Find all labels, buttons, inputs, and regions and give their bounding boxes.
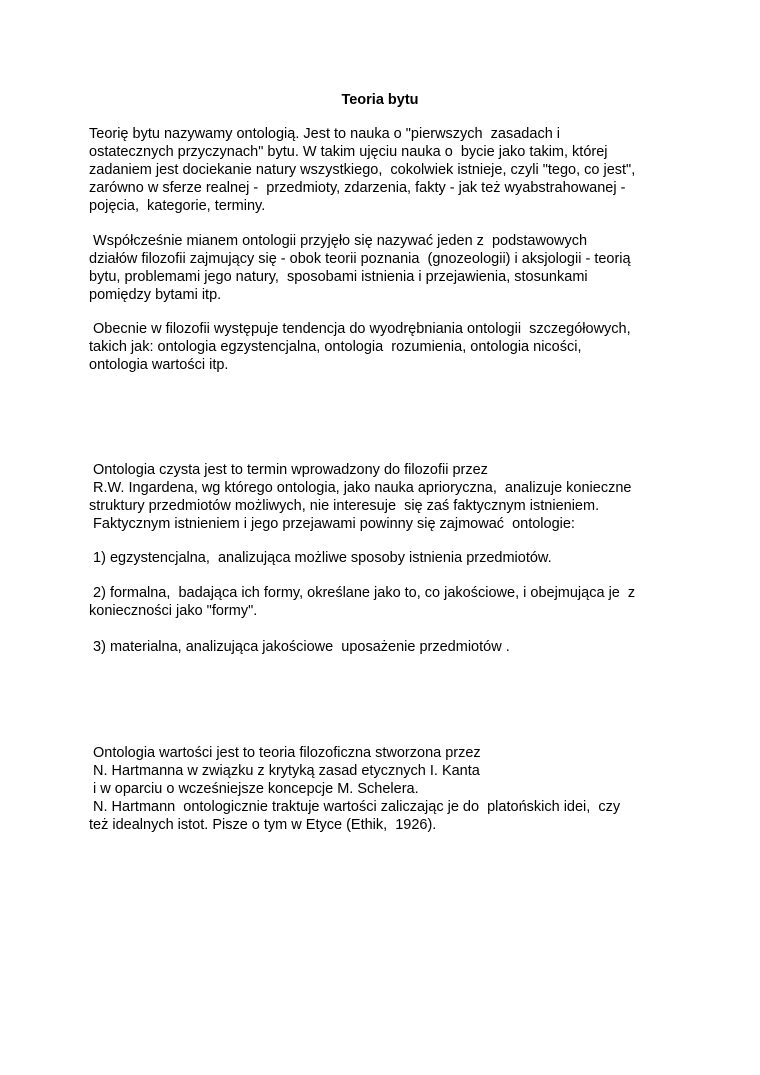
text-line: i w oparciu o wcześniejsze koncepcje M. Schelera. xyxy=(89,781,419,797)
list-item-formal xyxy=(89,584,679,620)
paragraph-ontology-of-values xyxy=(89,744,679,834)
text-line: Ontologia wartości jest to teoria filozoficzna stworzona przez xyxy=(89,745,481,761)
text-line: N. Hartmanna w związku z krytyką zasad etycznych I. Kanta xyxy=(89,763,480,779)
text-line: Obecnie w filozofii występuje tendencja do wyodrębniania ontologii szczegółowych, xyxy=(89,321,631,337)
text-line: N. Hartmann ontologicznie traktuje wartości zaliczając je do platońskich idei, czy xyxy=(89,799,621,815)
text-line: zadaniem jest dociekanie natury wszystkiego, cokolwiek istnieje, czyli "tego, co jest", xyxy=(89,162,636,178)
text-line: struktury przedmiotów możliwych, nie interesuje się zaś faktycznym istnieniem. xyxy=(89,498,600,514)
text-line: pojęcia, kategorie, terminy. xyxy=(89,198,266,214)
text-line: też idealnych istot. Pisze o tym w Etyce (Ethik, 1926). xyxy=(89,817,437,833)
text-line: Teorię bytu nazywamy ontologią. Jest to nauka o "pierwszych zasadach i xyxy=(89,126,561,142)
text-line: ostatecznych przyczynach" bytu. W takim ujęciu nauka o bycie jako takim, której xyxy=(89,144,608,160)
paragraph-detailed-ontologies xyxy=(89,320,679,374)
text-line: 2) formalna, badająca ich formy, określane jako to, co jakościowe, i obejmująca je z xyxy=(89,585,636,601)
text-line: takich jak: ontologia egzystencjalna, ontologia rozumienia, ontologia nicości, xyxy=(89,339,582,355)
text-line: Ontologia czysta jest to termin wprowadzony do filozofii przez xyxy=(89,462,488,478)
text-line: ontologia wartości itp. xyxy=(89,357,229,373)
text-line: 3) materialna, analizująca jakościowe uposażenie przedmiotów . xyxy=(89,639,510,655)
text-line: R.W. Ingardena, wg którego ontologia, jako nauka aprioryczna, analizuje konieczne xyxy=(89,480,632,496)
paragraph-pure-ontology xyxy=(89,461,679,533)
text-line: konieczności jako "formy". xyxy=(89,603,258,619)
list-item-existential xyxy=(89,549,679,567)
text-line: działów filozofii zajmujący się - obok teorii poznania (gnozeologii) i aksjologii - teorią xyxy=(89,251,631,267)
text-line: bytu, problemami jego natury, sposobami istnienia i przejawienia, stosunkami xyxy=(89,269,588,285)
paragraph-ontology-definition xyxy=(89,125,679,215)
list-item-material xyxy=(89,638,679,656)
text-line: Współcześnie mianem ontologii przyjęło się nazywać jeden z podstawowych xyxy=(89,233,588,249)
page-title: Teoria bytu xyxy=(341,92,419,108)
text-line: 1) egzystencjalna, analizująca możliwe sposoby istnienia przedmiotów. xyxy=(89,550,552,566)
text-line: Faktycznym istnieniem i jego przejawami powinny się zajmować ontologie: xyxy=(89,516,575,532)
text-line: pomiędzy bytami itp. xyxy=(89,287,222,303)
text-line: zarówno w sferze realnej - przedmioty, zdarzenia, fakty - jak też wyabstrahowanej - xyxy=(89,180,626,196)
paragraph-contemporary-ontology xyxy=(89,232,679,304)
